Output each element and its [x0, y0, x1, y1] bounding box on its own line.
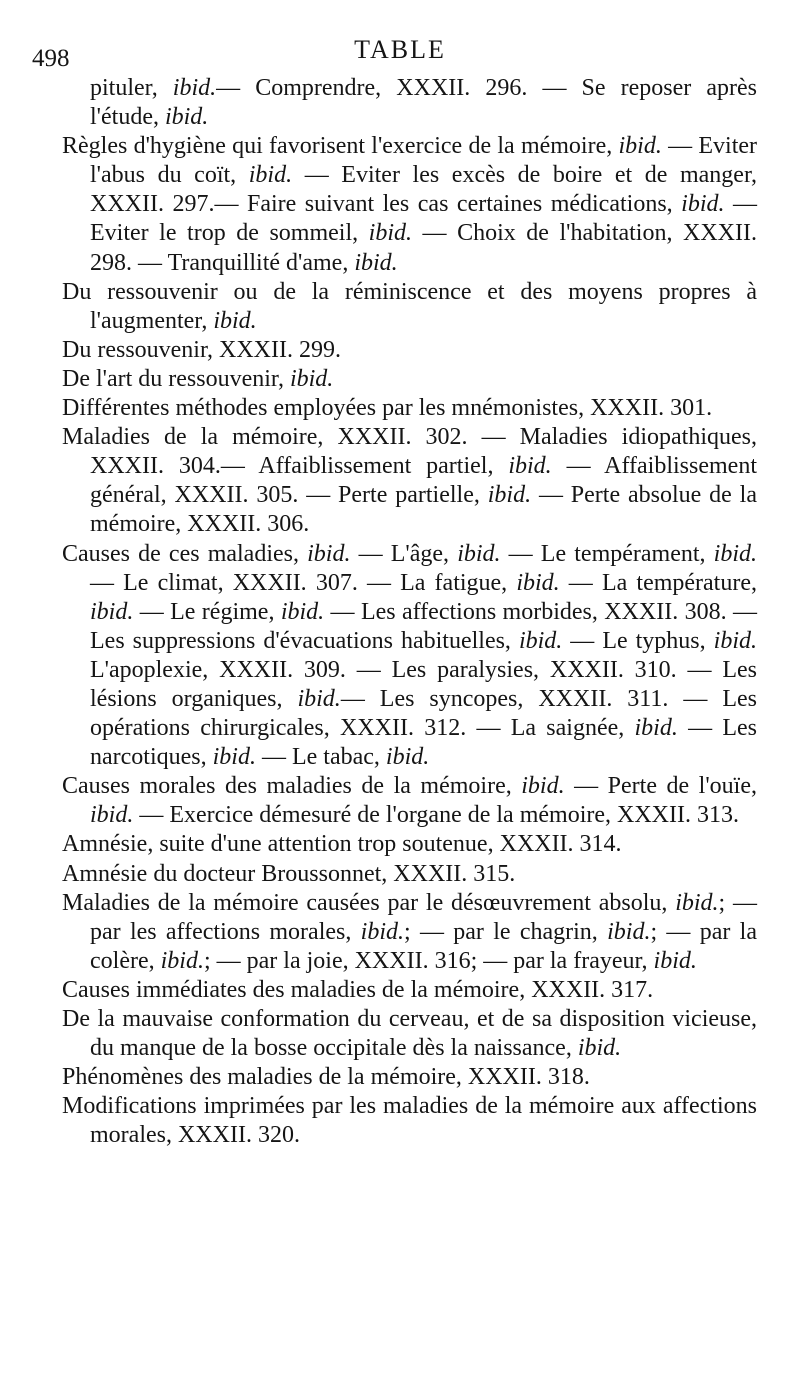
- index-entries: [62, 74, 757, 1150]
- index-entry: Règles d'hygiène qui favorisent l'exercice de la mémoire, ibid. — Eviter l'abus du coït, ibid. — Eviter les excès de boire et de manger, XXXII. 297.— Faire suivant les cas certaines médications, ibid. — Eviter le trop de sommeil, ibid. — Choix de l'habitation, XXXII. 298. — Tranquillité d'ame, ibid.: [62, 133, 758, 276]
- index-entry: Causes de ces maladies, ibid. — L'âge, ibid. — Le tempérament, ibid. — Le climat, XXXII. 307. — La fatigue, ibid. — La température, ibid. — Le régime, ibid. — Les affections morbides, XXXII. 308. — Les suppressions d'évacuations habituelles, ibid. — Le typhus, ibid. L'apoplexie, XXXII. 309. — Les paralysies, XXXII. 310. — Les lésions organiques, ibid.— Les syncopes, XXXII. 311. — Les opérations chirurgicales, XXXII. 312. — La saignée, ibid. — Les narcotiques, ibid. — Le tabac, ibid.: [62, 540, 758, 771]
- ibid-reference: ibid.: [681, 191, 725, 218]
- ibid-reference: ibid.: [577, 1035, 622, 1062]
- ibid-reference: ibid.: [289, 365, 334, 392]
- index-entry: Du ressouvenir ou de la réminiscence et des moyens propres à l'augmenter, ibid.: [62, 278, 757, 334]
- ibid-reference: ibid.: [634, 715, 678, 742]
- index-entry: De la mauvaise conformation du cerveau, et de sa disposition vicieuse, du manque de la bosse occipitale dès la naissance, ibid.: [62, 1006, 757, 1062]
- ibid-reference: ibid.: [280, 598, 325, 625]
- ibid-reference: ibid.: [713, 540, 758, 567]
- ibid-reference: ibid.: [516, 569, 560, 596]
- ibid-reference: ibid.: [518, 627, 563, 654]
- ibid-reference: ibid.: [90, 802, 134, 829]
- ibid-reference: ibid.: [212, 744, 256, 771]
- index-entry: Amnésie, suite d'une attention trop soutenue, XXXII. 314.: [62, 831, 622, 858]
- ibid-reference: ibid.: [360, 918, 405, 945]
- ibid-reference: ibid.: [713, 627, 757, 654]
- ibid-reference: ibid.: [487, 482, 532, 509]
- ibid-reference: ibid.: [354, 249, 398, 276]
- ibid-reference: ibid.: [607, 918, 651, 945]
- ibid-reference: ibid.: [457, 540, 501, 567]
- ibid-reference: ibid.: [618, 133, 662, 160]
- ibid-reference: ibid.: [307, 540, 351, 567]
- index-entry: Amnésie du docteur Broussonnet, XXXII. 315.: [62, 860, 516, 887]
- ibid-reference: ibid.: [653, 947, 697, 974]
- index-entry: Causes immédiates des maladies de la mémoire, XXXII. 317.: [62, 976, 654, 1003]
- ibid-reference: ibid.: [172, 75, 217, 101]
- index-entry: Maladies de la mémoire causées par le désœuvrement absolu, ibid.; — par les affections morales, ibid.; — par le chagrin, ibid.; — par la colère, ibid.; — par la joie, XXXII. 316; — par la frayeur, ibid.: [62, 889, 758, 974]
- index-entry: pituler, ibid.— Comprendre, XXXII. 296. — Se reposer après l'étude, ibid.: [90, 75, 757, 131]
- ibid-reference: ibid.: [164, 104, 209, 131]
- index-entry: Du ressouvenir, XXXII. 299.: [62, 336, 341, 363]
- ibid-reference: ibid.: [248, 162, 293, 189]
- index-entry: Maladies de la mémoire, XXXII. 302. — Maladies idiopathiques, XXXII. 304.— Affaiblissement partiel, ibid. — Affaiblissement général, XXXII. 305. — Perte partielle, ibid. — Perte absolue de la mémoire, XXXII. 306.: [62, 424, 758, 538]
- index-entry: Phénomènes des maladies de la mémoire, XXXII. 318.: [62, 1064, 590, 1091]
- index-entry: De l'art du ressouvenir, ibid.: [62, 365, 334, 392]
- index-entry: Causes morales des maladies de la mémoire, ibid. — Perte de l'ouïe, ibid. — Exercice démesuré de l'organe de la mémoire, XXXII. 313.: [62, 773, 757, 829]
- ibid-reference: ibid.: [160, 947, 204, 974]
- ibid-reference: ibid.: [297, 685, 341, 712]
- ibid-reference: ibid.: [213, 307, 257, 334]
- ibid-reference: ibid.: [508, 453, 552, 480]
- page-number: 498: [32, 45, 70, 72]
- ibid-reference: ibid.: [675, 889, 719, 916]
- running-head: TABLE: [354, 35, 446, 64]
- index-entry: Différentes méthodes employées par les mnémonistes, XXXII. 301.: [62, 395, 713, 422]
- ibid-reference: ibid.: [521, 773, 565, 800]
- index-entry: Modifications imprimées par les maladies de la mémoire aux affections morales, XXXII. 320.: [62, 1093, 757, 1149]
- ibid-reference: ibid.: [90, 598, 134, 625]
- ibid-reference: ibid.: [368, 220, 412, 247]
- ibid-reference: ibid.: [385, 744, 430, 771]
